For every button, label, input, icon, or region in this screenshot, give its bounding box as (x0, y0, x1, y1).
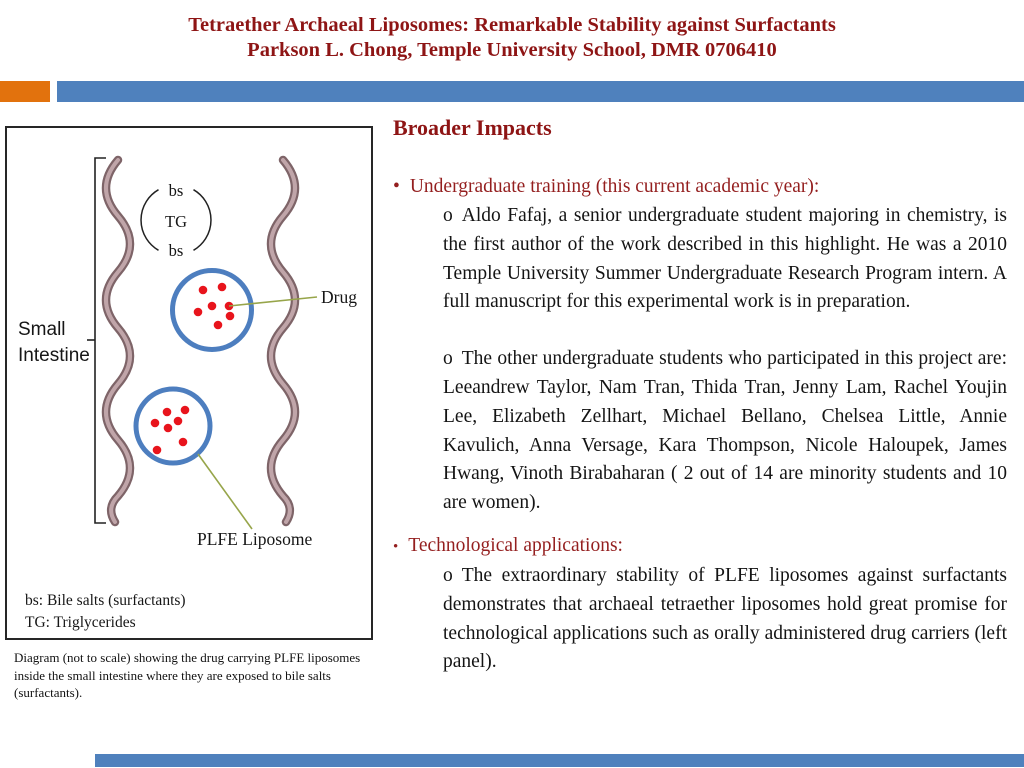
small-intestine-label-line2: Intestine (18, 345, 90, 366)
accent-bar-blue-top (57, 81, 1024, 102)
intestine-bracket (95, 158, 106, 523)
liposome-upper (173, 271, 358, 350)
slide-title: Tetraether Archaeal Liposomes: Remarkable Stability against Surfactants (188, 14, 836, 36)
section-heading: Broader Impacts (393, 115, 552, 140)
small-intestine-label-line1: Small (18, 319, 66, 340)
micelle-arc-right (194, 190, 211, 251)
accent-bar-blue-bottom (95, 754, 1024, 767)
legend-tg: TG: Triglycerides (25, 614, 136, 631)
plfe-pointer-line (198, 454, 252, 529)
bullet-icon: • (393, 176, 400, 197)
paragraph-text: Aldo Fafaj, a senior undergraduate student majoring in chemistry, is the first author of the work described in this highlight. He was a 2010 Temple University Summer Undergraduate Research Program intern. A full manuscript for this experimental work is in preparation. (443, 205, 1007, 313)
bs-bottom-label: bs (168, 241, 184, 260)
intestine-diagram-panel (5, 126, 373, 640)
bs-top-label: bs (168, 181, 184, 200)
paragraph-aldo-fafaj (393, 202, 1007, 317)
bullet-title: Undergraduate training (this current academic year): (409, 176, 820, 197)
paragraph-other-students (393, 345, 1007, 518)
broader-impacts-section (393, 115, 1007, 677)
intestine-wall-left (106, 160, 130, 522)
bullet-undergraduate-training (393, 173, 1007, 201)
tg-label: TG (165, 212, 187, 231)
bullet-icon: • (393, 538, 399, 555)
micelle (141, 181, 211, 260)
drug-label: Drug (321, 287, 357, 307)
intestine-diagram (7, 128, 371, 638)
slide-header (0, 13, 1024, 63)
paragraph-text: The extraordinary stability of PLFE liposomes against surfactants demonstrates that archaeal tetraether liposomes hold great promise for technological applications such as orally administered drug carriers (left panel). (443, 564, 1007, 673)
figure-caption: Diagram (not to scale) showing the drug carrying PLFE liposomes inside the small intestine where they are exposed to bile salts (surfactants). (14, 650, 361, 700)
plfe-liposome-label: PLFE Liposome (197, 529, 313, 549)
micelle-arc-left (141, 190, 158, 251)
circle-bullet-icon: o (443, 564, 453, 586)
liposome-lower-membrane (136, 389, 210, 463)
intestine-wall-right (271, 160, 295, 522)
paragraph-stability (393, 562, 1007, 677)
circle-bullet-icon: o (443, 348, 453, 370)
accent-bar-orange (0, 81, 50, 102)
circle-bullet-icon: o (443, 205, 453, 226)
slide-subtitle: Parkson L. Chong, Temple University School, DMR 0706410 (247, 39, 777, 61)
legend-bs: bs: Bile salts (surfactants) (25, 592, 186, 609)
paragraph-text: The other undergraduate students who participated in this project are: Leeandrew Taylor, Nam Tran, Thida Tran, Jenny Lam, Rachel Youjin Lee, Elizabeth Zellhart, Michael Bellano, Chelsea Little, Annie Kavulich, Anna Versage, Kara Thompson, Nicole Haloupek, James Hwang, Vinoth Birabaharan ( 2 out of 14 are minority students and 10 are women). (443, 348, 1007, 514)
bullet-technological-applications (393, 532, 1007, 561)
bullet-title: Technological applications: (408, 534, 623, 556)
